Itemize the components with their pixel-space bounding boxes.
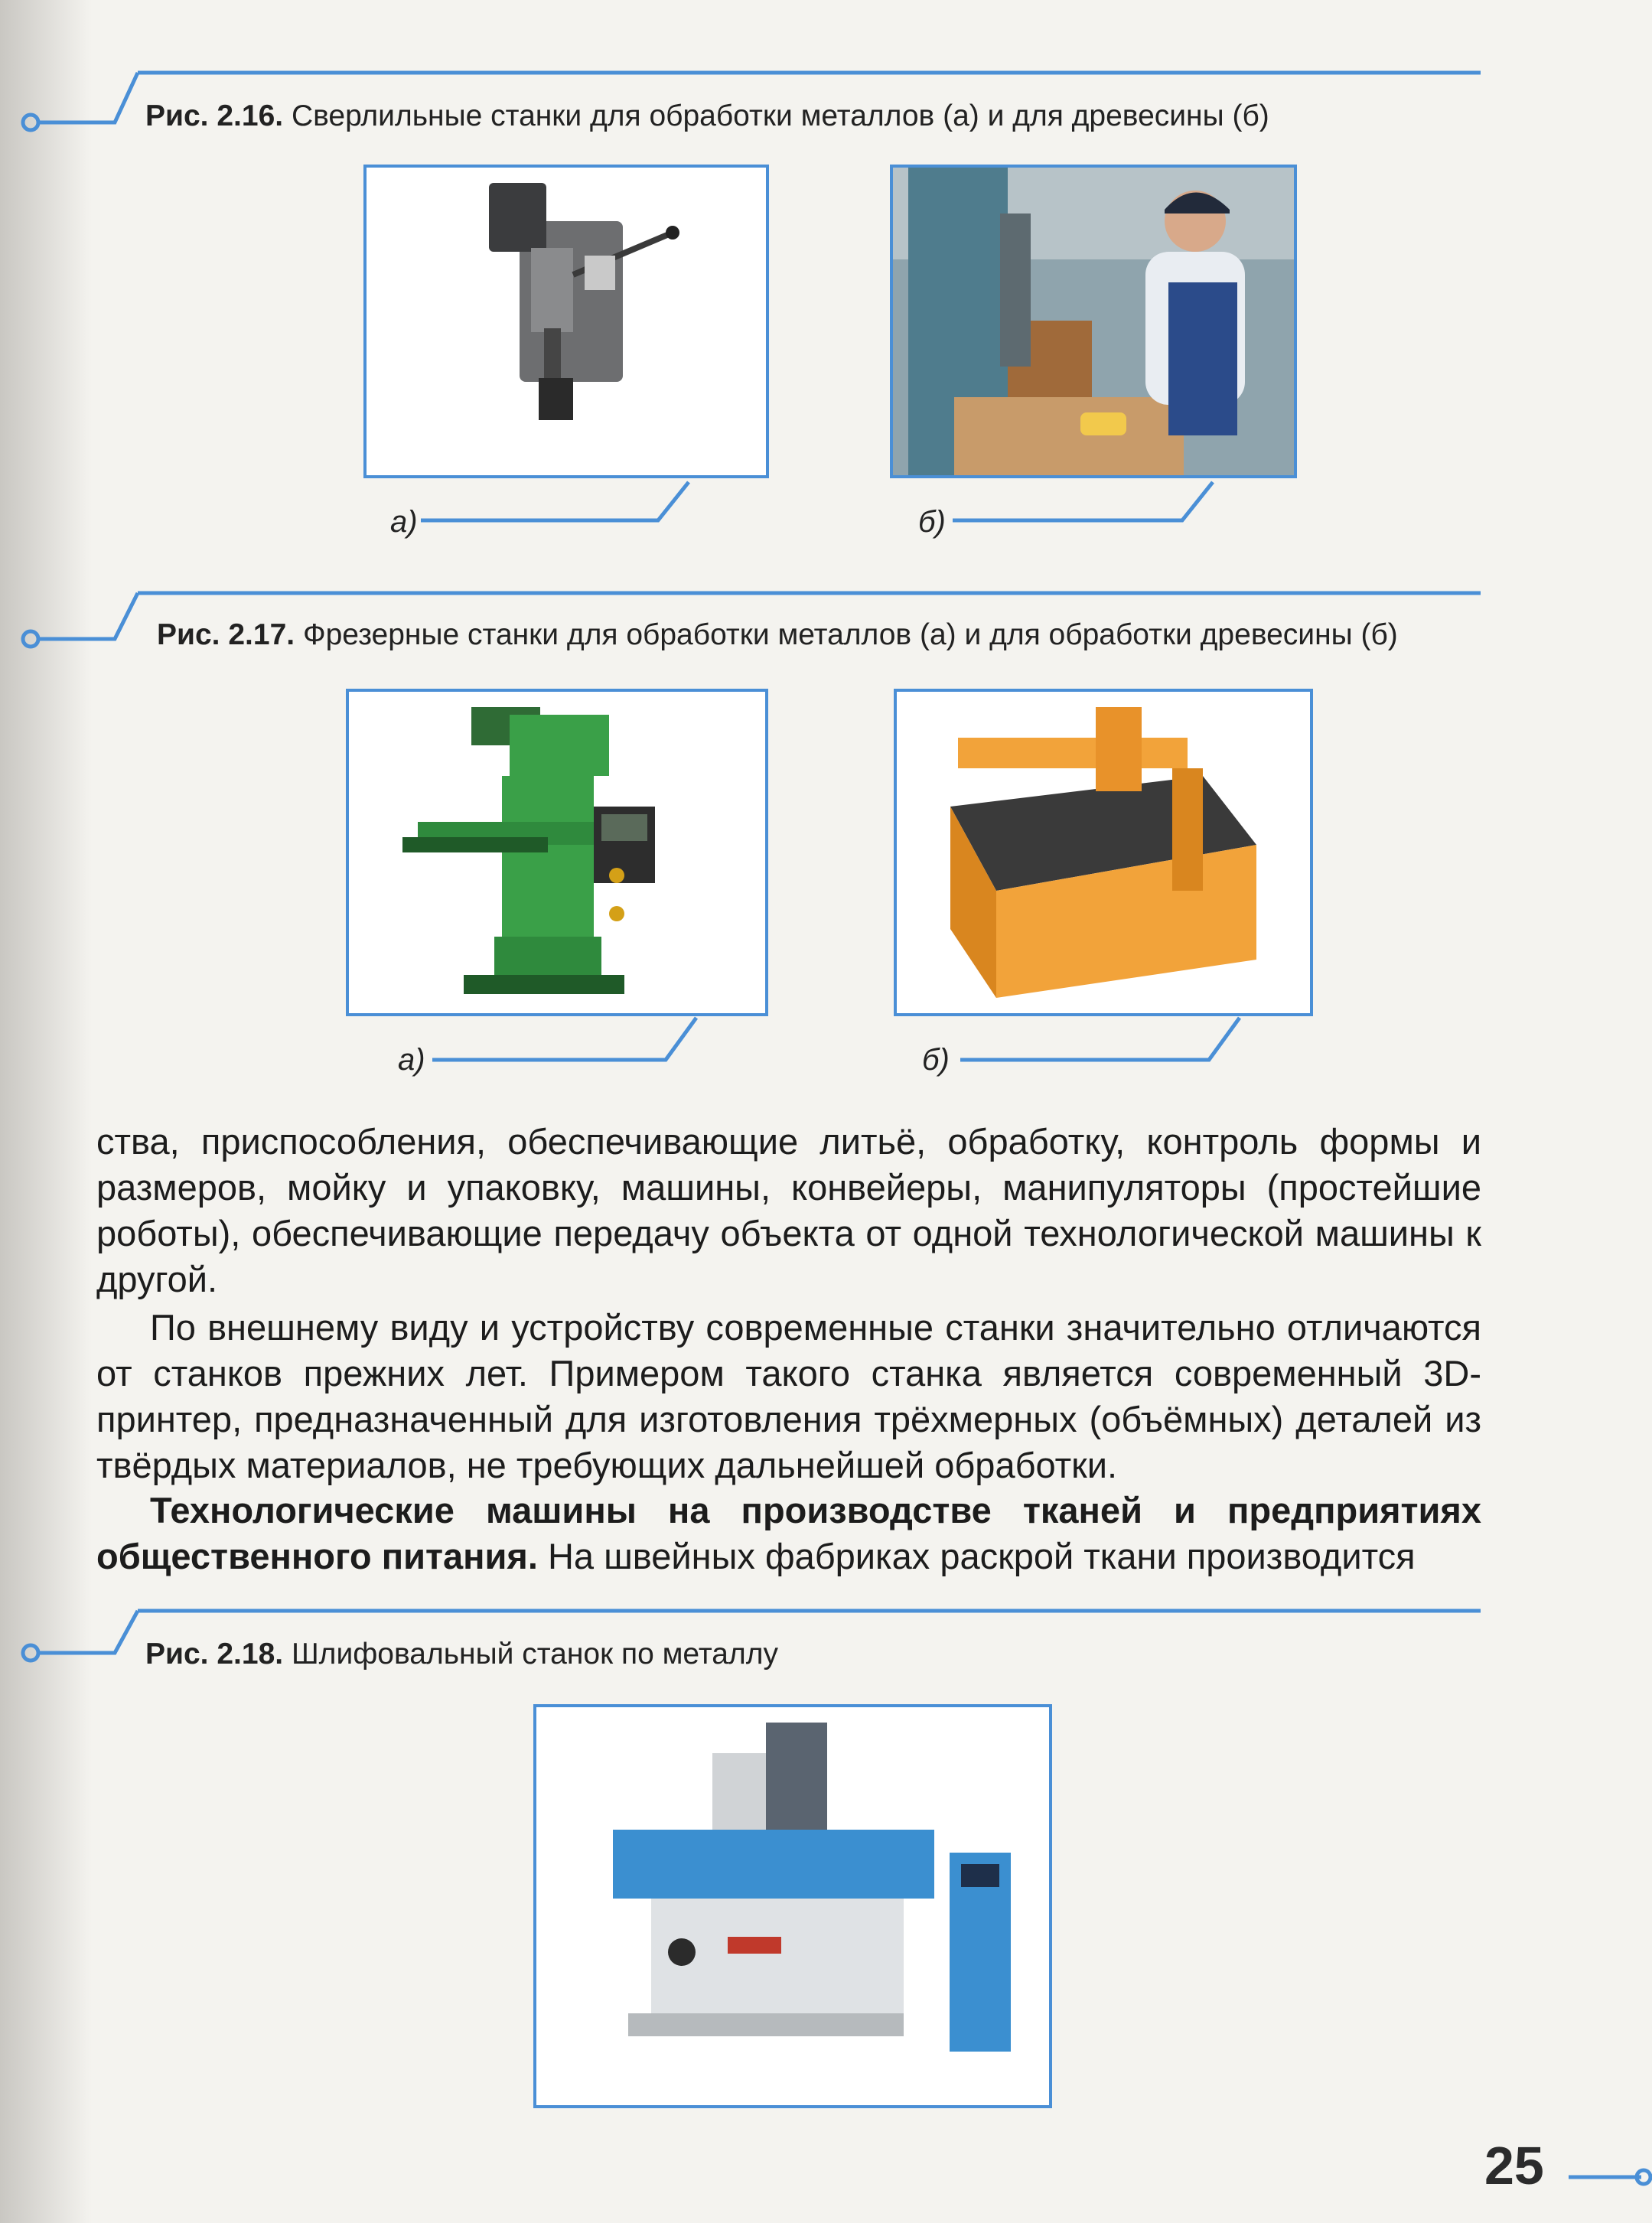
- page-number: 25: [1484, 2136, 1544, 2195]
- paragraph-3-heading: Технологические машины на производстве тканей и предприятиях общественного питания.: [96, 1490, 1481, 1576]
- grinding-machine-illustration: [536, 1707, 1049, 2105]
- subfigure-label-b: б): [922, 1043, 950, 1077]
- paragraph-3-text: На швейных фабриках раскрой ткани производится: [537, 1536, 1416, 1576]
- drill-press-metal-illustration: [367, 168, 766, 475]
- subfigure-label-b: б): [918, 505, 946, 539]
- figure-number: Рис. 2.16.: [145, 99, 284, 132]
- figure-image-metal-milling: [346, 689, 768, 1016]
- subfigure-label-a: а): [390, 505, 418, 539]
- paragraph-3: [96, 1488, 1481, 1579]
- figure-caption: [145, 99, 1269, 133]
- subfigure-label-a: а): [398, 1043, 425, 1077]
- figure-number: Рис. 2.17.: [157, 618, 295, 651]
- figure-caption: [157, 618, 1398, 652]
- figure-number: Рис. 2.18.: [145, 1638, 284, 1671]
- cnc-router-wood-illustration: [897, 692, 1310, 1013]
- figure-caption-text: Сверлильные станки для обработки металлов (а) и для древесины (б): [291, 99, 1269, 132]
- figure-image-grinding-machine: [533, 1704, 1052, 2108]
- milling-machine-metal-illustration: [349, 692, 765, 1013]
- figure-caption-text: Фрезерные станки для обработки металлов (а) и для обработки древесины (б): [302, 618, 1398, 651]
- drill-press-wood-photo-illustration: [893, 168, 1294, 475]
- figure-image-wood-drill: [890, 165, 1297, 478]
- paragraph-1: ства, приспособления, обеспечивающие литьё, обработку, контроль формы и размеров, мойку и упаковку, машины, конвейеры, манипуляторы (простейшие роботы), обеспечивающие передачу объекта от одной технологической машины к другой.: [96, 1121, 1481, 1299]
- paragraph-2: По внешнему виду и устройству современные станки значительно отличаются от станков прежних лет. Примером такого станка является современный 3D-принтер, предназначенный для изготовления трёхмерных (объёмных) деталей из твёрдых материалов, не требующих дальнейшей обработки.: [96, 1307, 1481, 1485]
- figure-image-metal-drill: [363, 165, 769, 478]
- figure-caption-text: Шлифовальный станок по металлу: [291, 1638, 778, 1671]
- figure-image-wood-milling: [894, 689, 1313, 1016]
- figure-caption: [145, 1638, 778, 1671]
